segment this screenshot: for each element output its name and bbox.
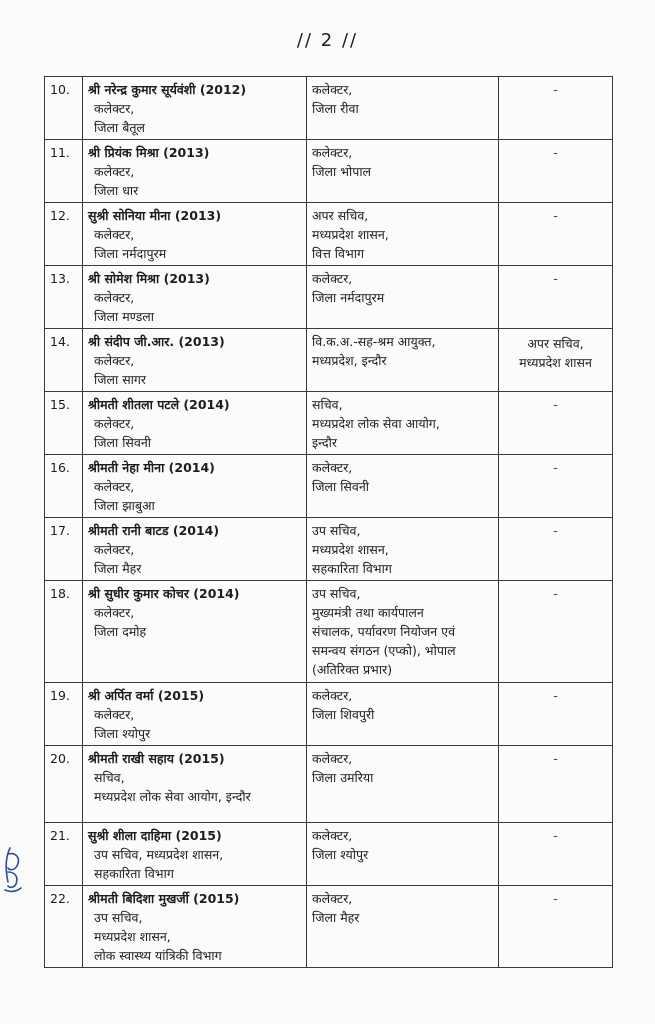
serial-number: 17. bbox=[45, 518, 83, 581]
officer-cell bbox=[83, 329, 307, 392]
new-post-line: समन्वय संगठन (एप्को), भोपाल bbox=[312, 643, 456, 658]
current-post-line: कलेक्टर, bbox=[94, 290, 135, 305]
officer-cell bbox=[83, 518, 307, 581]
table-row bbox=[45, 823, 613, 886]
new-post-line: कलेक्टर, bbox=[312, 891, 353, 906]
table-row bbox=[45, 581, 613, 683]
current-post-line: कलेक्टर, bbox=[94, 227, 135, 242]
officer-cell bbox=[83, 392, 307, 455]
transfer-table bbox=[44, 76, 613, 968]
dash-mark: - bbox=[553, 271, 558, 286]
dash-mark: - bbox=[553, 688, 558, 703]
additional-charge-cell bbox=[499, 203, 613, 266]
new-post-line: मध्यप्रदेश, इन्दौर bbox=[312, 353, 387, 368]
table-row bbox=[45, 455, 613, 518]
current-post-line: जिला झाबुआ bbox=[94, 498, 155, 513]
additional-charge-line: अपर सचिव, bbox=[527, 336, 584, 351]
dash-mark: - bbox=[553, 751, 558, 766]
current-post-line: जिला दमोह bbox=[94, 624, 147, 639]
new-post-line: जिला नर्मदापुरम bbox=[312, 290, 385, 305]
new-post-line: जिला मैहर bbox=[312, 910, 360, 925]
new-post-cell bbox=[307, 518, 499, 581]
additional-charge-cell bbox=[499, 886, 613, 968]
new-post-cell bbox=[307, 581, 499, 683]
current-post-line: जिला श्योपुर bbox=[94, 726, 151, 741]
new-post-line: जिला शिवपुरी bbox=[312, 707, 375, 722]
officer-cell bbox=[83, 581, 307, 683]
new-post-line: जिला श्योपुर bbox=[312, 847, 369, 862]
current-post-line: कलेक्टर, bbox=[94, 605, 135, 620]
new-post-cell bbox=[307, 886, 499, 968]
new-post-cell bbox=[307, 329, 499, 392]
officer-cell bbox=[83, 77, 307, 140]
new-post-line: उप सचिव, bbox=[312, 586, 361, 601]
additional-charge-cell bbox=[499, 746, 613, 823]
table-row bbox=[45, 329, 613, 392]
current-post-line: कलेक्टर, bbox=[94, 101, 135, 116]
serial-number: 15. bbox=[45, 392, 83, 455]
dash-mark: - bbox=[553, 586, 558, 601]
serial-number: 14. bbox=[45, 329, 83, 392]
new-post-line: कलेक्टर, bbox=[312, 751, 353, 766]
officer-name: श्रीमती नेहा मीना (2014) bbox=[88, 460, 215, 475]
table-row bbox=[45, 392, 613, 455]
dash-mark: - bbox=[553, 460, 558, 475]
officer-name: श्री प्रियंक मिश्रा (2013) bbox=[88, 145, 210, 160]
additional-charge-cell bbox=[499, 392, 613, 455]
dash-mark: - bbox=[553, 208, 558, 223]
new-post-line: इन्दौर bbox=[312, 435, 337, 450]
table-row bbox=[45, 140, 613, 203]
initials-mark bbox=[2, 842, 24, 896]
serial-number: 10. bbox=[45, 77, 83, 140]
officer-cell bbox=[83, 203, 307, 266]
officer-name: श्री सुधीर कुमार कोचर (2014) bbox=[88, 586, 240, 601]
serial-number: 13. bbox=[45, 266, 83, 329]
serial-number: 16. bbox=[45, 455, 83, 518]
serial-number: 20. bbox=[45, 746, 83, 823]
new-post-line: जिला सिवनी bbox=[312, 479, 370, 494]
current-post-line: सहकारिता विभाग bbox=[94, 866, 174, 881]
new-post-line: कलेक्टर, bbox=[312, 271, 353, 286]
new-post-line: संचालक, पर्यावरण नियोजन एवं bbox=[312, 624, 456, 639]
officer-name: श्री संदीप जी.आर. (2013) bbox=[88, 334, 225, 349]
table-row bbox=[45, 266, 613, 329]
additional-charge-cell bbox=[499, 140, 613, 203]
current-post-line: जिला सिवनी bbox=[94, 435, 152, 450]
new-post-cell bbox=[307, 77, 499, 140]
current-post-line: उप सचिव, मध्यप्रदेश शासन, bbox=[94, 847, 224, 862]
current-post-line: कलेक्टर, bbox=[94, 164, 135, 179]
current-post-line: कलेक्टर, bbox=[94, 542, 135, 557]
table-row bbox=[45, 77, 613, 140]
new-post-line: कलेक्टर, bbox=[312, 460, 353, 475]
serial-number: 21. bbox=[45, 823, 83, 886]
officer-cell bbox=[83, 746, 307, 823]
current-post-line: मध्यप्रदेश लोक सेवा आयोग, इन्दौर bbox=[94, 789, 251, 804]
dash-mark: - bbox=[553, 891, 558, 906]
additional-charge-line: मध्यप्रदेश शासन bbox=[519, 355, 592, 370]
current-post-line: जिला बैतूल bbox=[94, 120, 145, 135]
dash-mark: - bbox=[553, 523, 558, 538]
new-post-line: जिला भोपाल bbox=[312, 164, 372, 179]
new-post-cell bbox=[307, 203, 499, 266]
new-post-line: कलेक्टर, bbox=[312, 145, 353, 160]
new-post-line: कलेक्टर, bbox=[312, 82, 353, 97]
new-post-line: वि.क.अ.-सह-श्रम आयुक्त, bbox=[312, 334, 436, 349]
officer-name: श्रीमती शीतला पटले (2014) bbox=[88, 397, 230, 412]
table-row bbox=[45, 518, 613, 581]
table-row bbox=[45, 683, 613, 746]
table-row bbox=[45, 203, 613, 266]
current-post-line: जिला मैहर bbox=[94, 561, 142, 576]
dash-mark: - bbox=[553, 82, 558, 97]
officer-name: सुश्री शीला दाहिमा (2015) bbox=[88, 828, 222, 843]
officer-name: श्री अर्पित वर्मा (2015) bbox=[88, 688, 205, 703]
new-post-cell bbox=[307, 140, 499, 203]
current-post-line: कलेक्टर, bbox=[94, 707, 135, 722]
current-post-line: मध्यप्रदेश शासन, bbox=[94, 929, 171, 944]
serial-number: 19. bbox=[45, 683, 83, 746]
dash-mark: - bbox=[553, 397, 558, 412]
additional-charge-cell bbox=[499, 77, 613, 140]
table-row bbox=[45, 886, 613, 968]
new-post-cell bbox=[307, 455, 499, 518]
serial-number: 11. bbox=[45, 140, 83, 203]
current-post-line: कलेक्टर, bbox=[94, 353, 135, 368]
officer-cell bbox=[83, 455, 307, 518]
current-post-line: जिला सागर bbox=[94, 372, 147, 387]
additional-charge-cell bbox=[499, 581, 613, 683]
officer-cell bbox=[83, 823, 307, 886]
current-post-line: उप सचिव, bbox=[94, 910, 143, 925]
dash-mark: - bbox=[553, 145, 558, 160]
current-post-line: कलेक्टर, bbox=[94, 479, 135, 494]
officer-name: सुश्री सोनिया मीना (2013) bbox=[88, 208, 222, 223]
officer-cell bbox=[83, 266, 307, 329]
additional-charge-cell bbox=[499, 455, 613, 518]
new-post-line: मध्यप्रदेश शासन, bbox=[312, 542, 389, 557]
additional-charge-cell bbox=[499, 266, 613, 329]
new-post-line: वित्त विभाग bbox=[312, 246, 365, 261]
current-post-line: जिला मण्डला bbox=[94, 309, 155, 324]
officer-name: श्रीमती रानी बाटड (2014) bbox=[88, 523, 220, 538]
new-post-cell bbox=[307, 266, 499, 329]
serial-number: 18. bbox=[45, 581, 83, 683]
additional-charge-cell bbox=[499, 683, 613, 746]
table-body bbox=[45, 77, 613, 968]
new-post-line: मुख्यमंत्री तथा कार्यपालन bbox=[312, 605, 424, 620]
new-post-line: मध्यप्रदेश लोक सेवा आयोग, bbox=[312, 416, 440, 431]
new-post-line: कलेक्टर, bbox=[312, 828, 353, 843]
additional-charge-cell bbox=[499, 518, 613, 581]
officer-name: श्रीमती राखी सहाय (2015) bbox=[88, 751, 225, 766]
current-post-line: कलेक्टर, bbox=[94, 416, 135, 431]
officer-cell bbox=[83, 886, 307, 968]
new-post-line: उप सचिव, bbox=[312, 523, 361, 538]
additional-charge-cell bbox=[499, 823, 613, 886]
new-post-line: जिला उमरिया bbox=[312, 770, 374, 785]
dash-mark: - bbox=[553, 828, 558, 843]
table-row bbox=[45, 746, 613, 823]
page-number: // 2 // bbox=[296, 30, 359, 51]
current-post-line: जिला धार bbox=[94, 183, 139, 198]
new-post-cell bbox=[307, 746, 499, 823]
new-post-line: कलेक्टर, bbox=[312, 688, 353, 703]
new-post-cell bbox=[307, 823, 499, 886]
officer-name: श्री नरेन्द्र कुमार सूर्यवंशी (2012) bbox=[88, 82, 247, 97]
new-post-cell bbox=[307, 392, 499, 455]
current-post-line: जिला नर्मदापुरम bbox=[94, 246, 167, 261]
new-post-line: (अतिरिक्त प्रभार) bbox=[312, 662, 393, 677]
current-post-line: लोक स्वास्थ्य यांत्रिकी विभाग bbox=[94, 948, 222, 963]
serial-number: 22. bbox=[45, 886, 83, 968]
new-post-line: सचिव, bbox=[312, 397, 343, 412]
officer-name: श्रीमती बिदिशा मुखर्जी (2015) bbox=[88, 891, 240, 906]
serial-number: 12. bbox=[45, 203, 83, 266]
new-post-line: जिला रीवा bbox=[312, 101, 359, 116]
officer-name: श्री सोमेश मिश्रा (2013) bbox=[88, 271, 210, 286]
officer-cell bbox=[83, 683, 307, 746]
new-post-line: सहकारिता विभाग bbox=[312, 561, 392, 576]
additional-charge-cell bbox=[499, 329, 613, 392]
new-post-line: मध्यप्रदेश शासन, bbox=[312, 227, 389, 242]
new-post-line: अपर सचिव, bbox=[312, 208, 369, 223]
officer-cell bbox=[83, 140, 307, 203]
current-post-line: सचिव, bbox=[94, 770, 125, 785]
new-post-cell bbox=[307, 683, 499, 746]
